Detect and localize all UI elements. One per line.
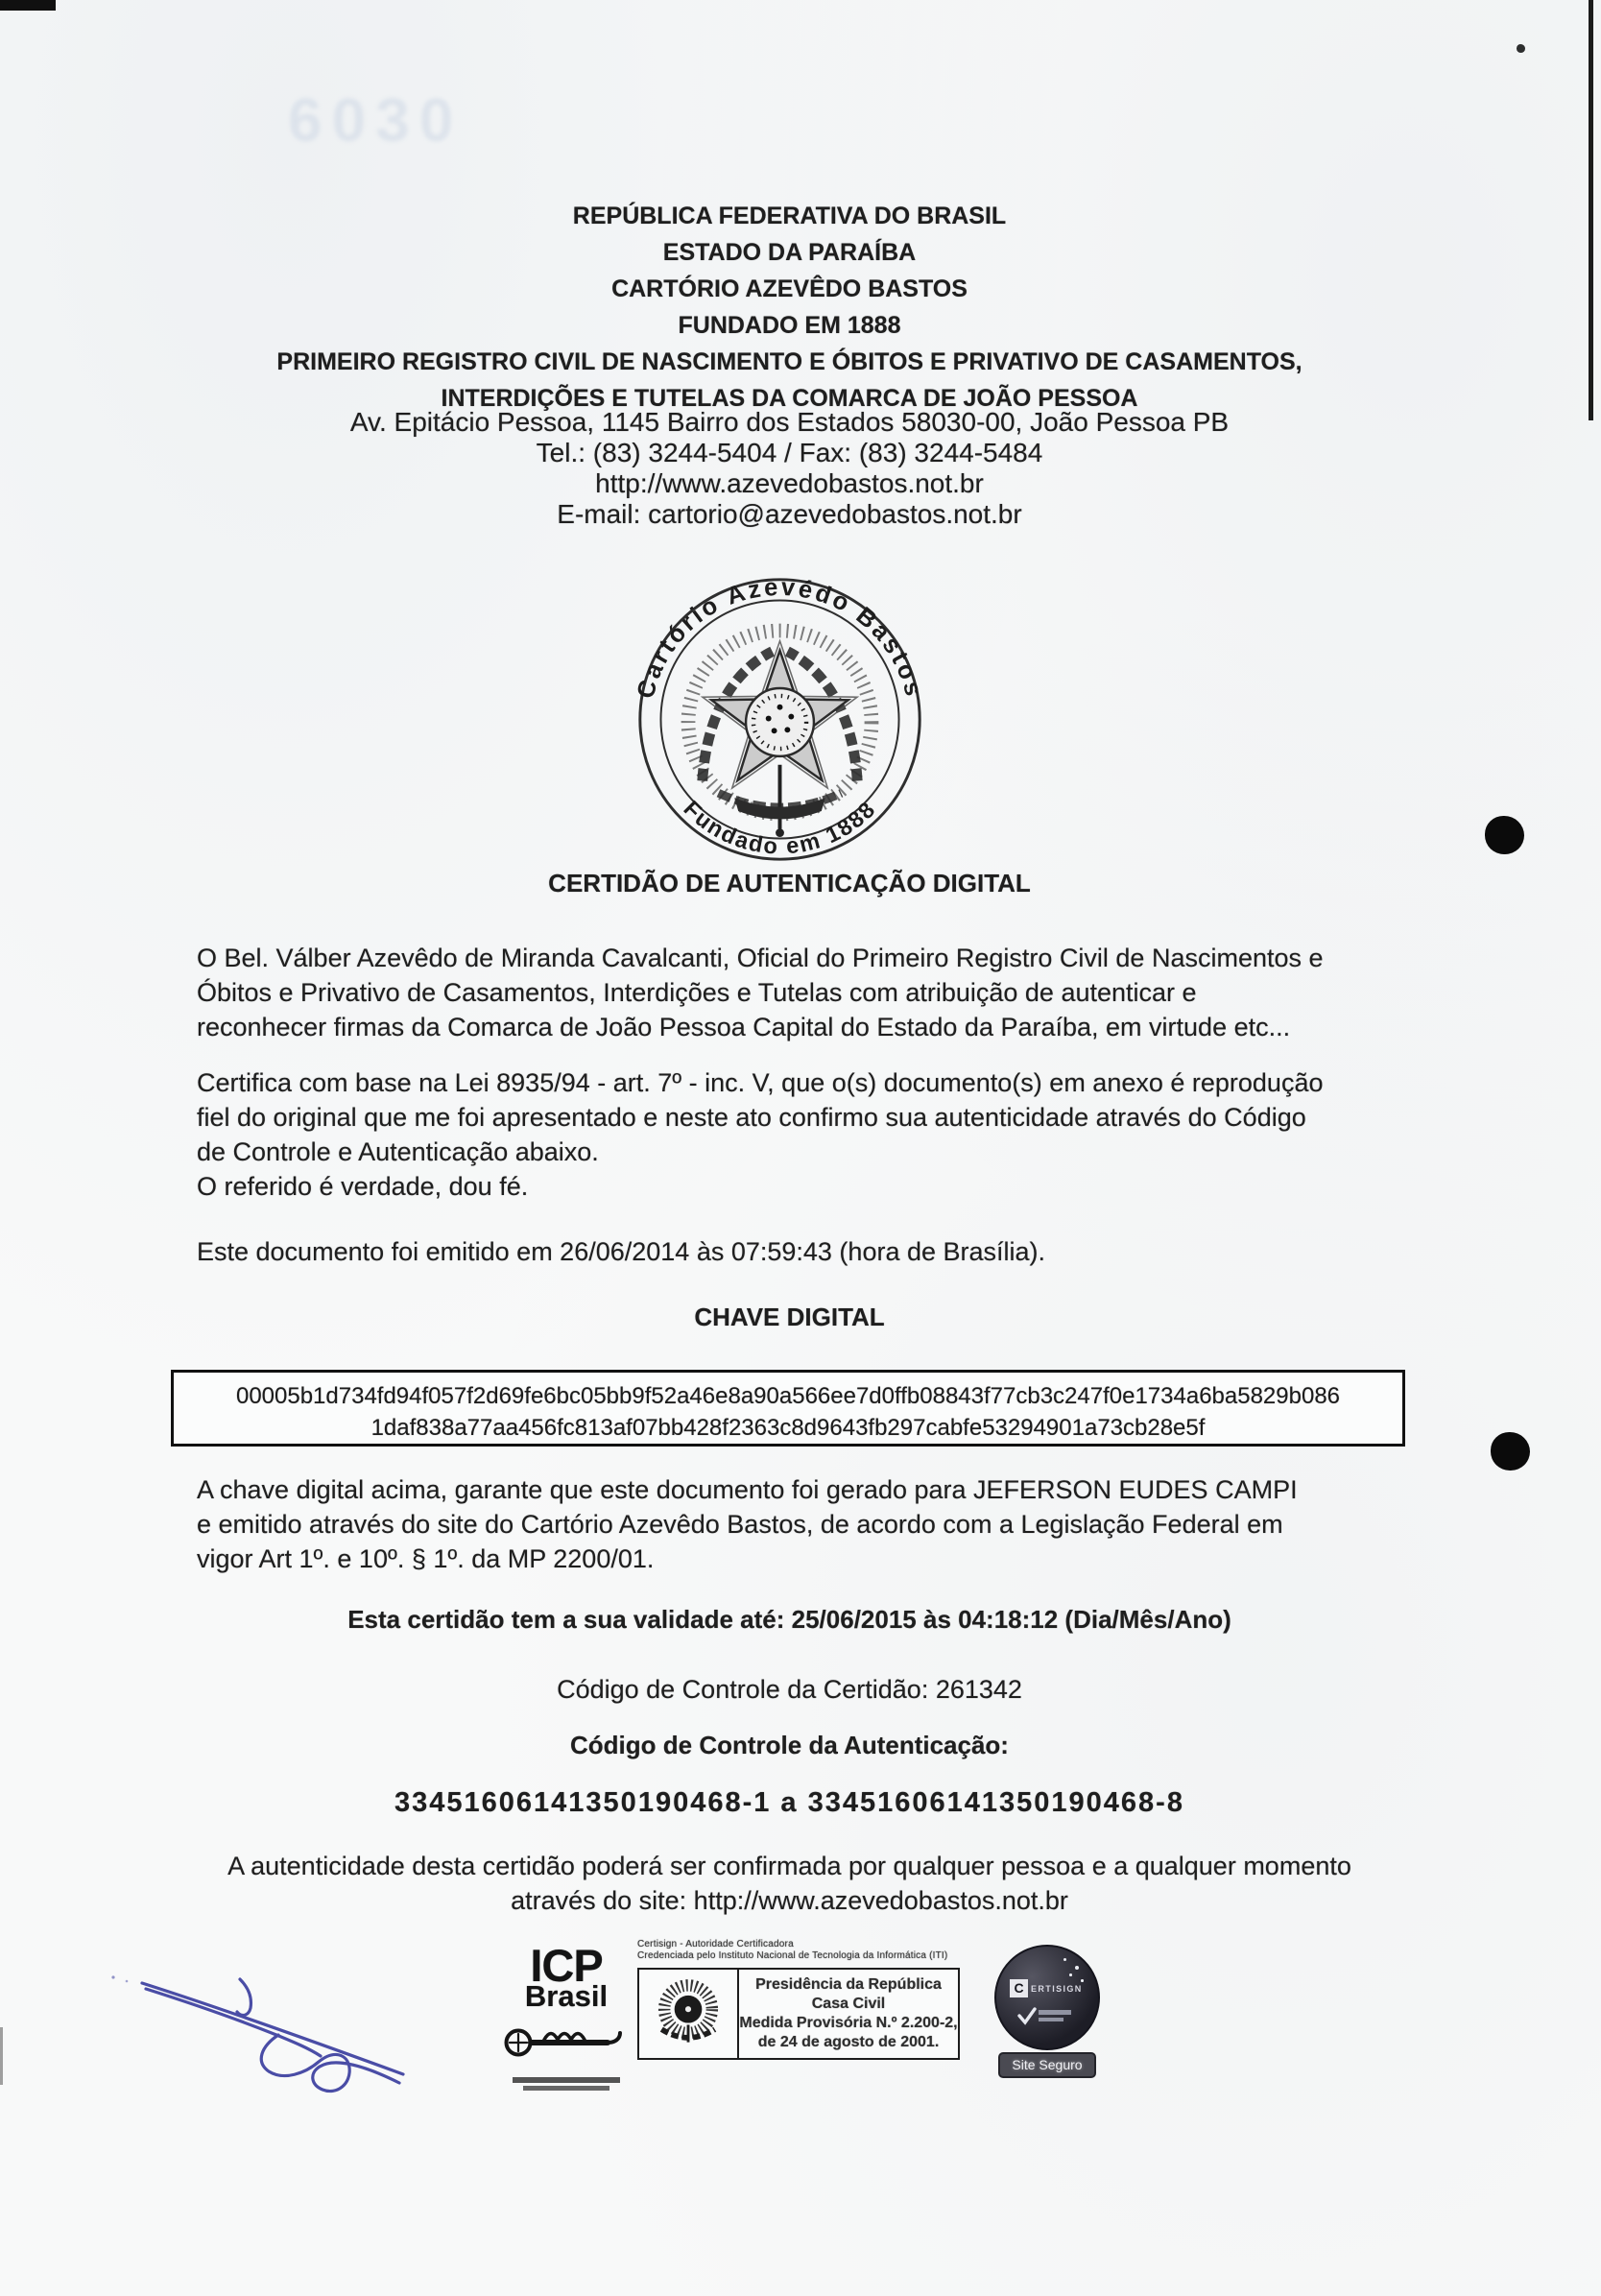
paragraph-line: fiel do original que me foi apresentado e neste ato confirmo sua autenticidade através do Código (197, 1103, 1306, 1132)
stamp-line: Presidência da República (755, 1976, 942, 1993)
icp-small-print-bar (523, 2086, 609, 2091)
auth-code-value: 33451606141350190468-1 a 33451606141350190468-8 (394, 1787, 1184, 1818)
stamp-line: Medida Provisória N.º 2.200-2, (739, 2015, 958, 2031)
certisign-badge (994, 1945, 1100, 2050)
certisign-c-mark: C (1010, 1979, 1028, 1997)
ghost-watermark: 6030 (288, 85, 464, 155)
phone-fax-line: Tel.: (83) 3244-5404 / Fax: (83) 3244-5484 (536, 438, 1043, 467)
notary-seal (629, 568, 931, 871)
confirmation-note (0, 1849, 1579, 1918)
paragraph-line: reconhecer firmas da Comarca de João Pessoa Capital do Estado da Paraíba, em virtude etc... (197, 1013, 1291, 1041)
seal-top-text: Cartório Azevédo Bastos (632, 573, 928, 702)
address-line: Av. Epitácio Pessoa, 1145 Bairro dos Estados 58030-00, João Pessoa PB (349, 407, 1230, 437)
stamp-line: Casa Civil (811, 1996, 886, 2012)
certisign-wordmark: ERTISIGN (1031, 1983, 1083, 1994)
paragraph-certifica (197, 1065, 1324, 1204)
stamp-line: de 24 de agosto de 2001. (757, 2034, 940, 2050)
stamp-text-block (739, 1970, 958, 2058)
certisign-logo (1010, 1979, 1083, 1997)
icp-text: ICP (530, 1940, 603, 1991)
confirmation-line: através do site: http://www.azevedobastos.not.br (511, 1886, 1068, 1915)
paragraph-line: de Controle e Autenticação abaixo. (197, 1137, 599, 1166)
site-seguro-label: Site Seguro (998, 2052, 1096, 2078)
presidencia-stamp (637, 1968, 960, 2060)
notary-seal-graphic (629, 568, 931, 871)
chave-digital-heading: CHAVE DIGITAL (694, 1303, 885, 1331)
scan-artifact-top-left (0, 0, 56, 11)
paragraph-line: Certifica com base na Lei 8935/94 - art. 7º - inc. V, que o(s) documento(s) em anexo é reprodução (197, 1068, 1324, 1097)
paragraph-line: Óbitos e Privativo de Casamentos, Interdições e Tutelas com atribuição de autenticar e (197, 978, 1197, 1007)
hole-punch-dot-bottom (1491, 1432, 1530, 1471)
key-icon (502, 2010, 632, 2069)
hole-punch-dot-top (1485, 816, 1524, 854)
coat-of-arms-icon (639, 1970, 739, 2058)
header-line: PRIMEIRO REGISTRO CIVIL DE NASCIMENTO E ÓBITOS E PRIVATIVO DE CASAMENTOS, (276, 348, 1302, 375)
confirmation-line: A autenticidade desta certidão poderá ser confirmada por qualquer pessoa e a qualquer momento (227, 1852, 1351, 1880)
header-line: ESTADO DA PARAÍBA (662, 239, 917, 266)
header-line: INTERDIÇÕES E TUTELAS DA COMARCA DE JOÃO PESSOA (441, 385, 1138, 412)
doc-title: CERTIDÃO DE AUTENTICAÇÃO DIGITAL (548, 869, 1031, 897)
scan-speck (1517, 44, 1525, 53)
paragraph-line: O referido é verdade, dou fé. (197, 1172, 529, 1201)
scan-edge-line-right (1589, 0, 1593, 420)
icp-brasil-logo (490, 1940, 643, 2091)
chave-line-2: 1daf838a77aa456fc813af07bb428f2363c8d9643fb297cabfe53294901a73cb28e5f (370, 1415, 1206, 1441)
contact-block (0, 407, 1579, 530)
paragraph-chave-digital (197, 1472, 1298, 1576)
website-line: http://www.azevedobastos.not.br (595, 468, 984, 498)
seal-bottom-text: Fundado em 1888 (678, 796, 882, 860)
icp-small-print-bar (513, 2077, 620, 2083)
header-line: REPÚBLICA FEDERATIVA DO BRASIL (572, 203, 1007, 229)
chave-line-1: 00005b1d734fd94f057f2d69fe6bc05bb9f52a46e8a90a566ee7d0ffb08843f77cb3c247f0e1734a6ba5829b086 (235, 1383, 1341, 1409)
seal-center-disc (746, 688, 814, 756)
stamp-caption (637, 1939, 1040, 1962)
brasil-text: Brasil (524, 1979, 609, 2013)
chave-digital-box (171, 1370, 1405, 1447)
header-line: FUNDADO EM 1888 (678, 312, 901, 339)
paragraph-oficial (197, 941, 1324, 1044)
paragraph-line: vigor Art 1º. e 10º. § 1º. da MP 2200/01. (197, 1544, 655, 1573)
validity-line: Esta certidão tem a sua validade até: 25/06/2015 às 04:18:12 (Dia/Mês/Ano) (347, 1605, 1231, 1634)
paragraph-line: O Bel. Válber Azevêdo de Miranda Cavalcanti, Oficial do Primeiro Registro Civil de Nascimentos e (197, 944, 1324, 972)
signature-scribble (0, 1939, 422, 2112)
header-line: CARTÓRIO AZEVÊDO BASTOS (611, 275, 968, 302)
email-line: E-mail: cartorio@azevedobastos.not.br (557, 499, 1022, 529)
header-title-block (0, 198, 1579, 417)
issued-line: Este documento foi emitido em 26/06/2014 às 07:59:43 (hora de Brasília). (197, 1237, 1046, 1266)
paragraph-line: A chave digital acima, garante que este documento foi gerado para JEFERSON EUDES CAMPI (197, 1475, 1298, 1504)
stamp-caption-line: Credenciada pelo Instituto Nacional de Tecnologia da Informática (ITI) (637, 1950, 948, 1961)
stamp-caption-line: Certisign - Autoridade Certificadora (637, 1939, 794, 1949)
paragraph-line: e emitido através do site do Cartório Azevêdo Bastos, de acordo com a Legislação Federal em (197, 1510, 1283, 1539)
auth-code-heading: Código de Controle da Autenticação: (570, 1731, 1009, 1759)
certidao-code-line: Código de Controle da Certidão: 261342 (557, 1675, 1022, 1704)
